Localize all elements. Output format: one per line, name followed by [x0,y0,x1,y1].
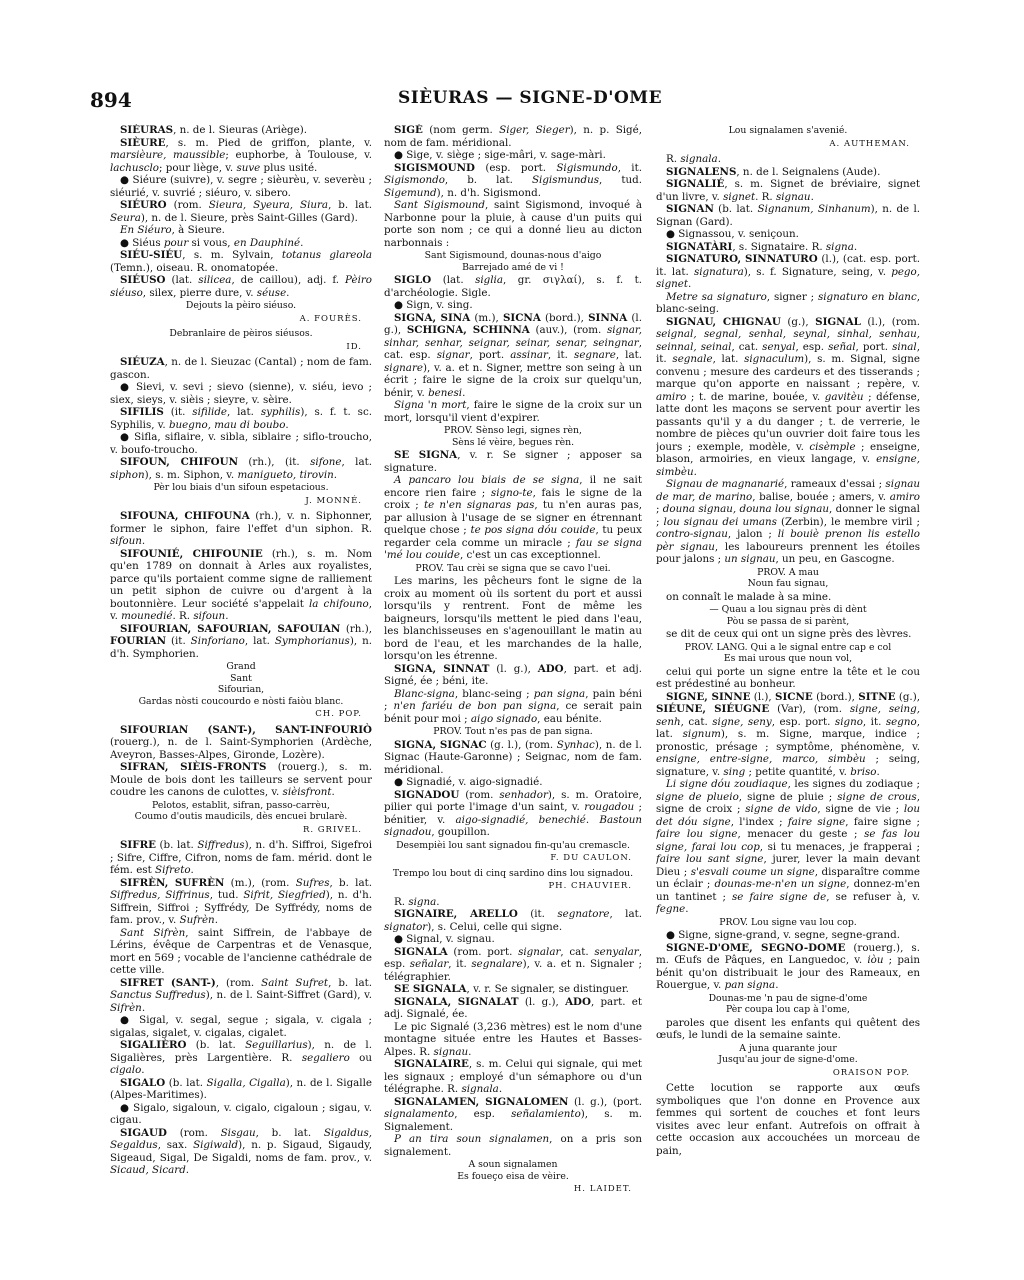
dictionary-entry: ● Sievi, v. sevi ; sievo (sienne), v. siéu, ievo ; siex, sieys, v. sièis ; sieyre, v. sèire. [110,381,372,406]
citation: Debranlaire de pèiros siéusos. [169,328,313,339]
dictionary-entry: ● Sigal, v. segal, segue ; sigala, v. cigala ; sigalas, sigalet, v. cigalas, cigalet. [110,1014,372,1039]
citation: Desempièi lou sant signadou fin-qu'au cremascle. [396,839,630,851]
dictionary-entry: SIFRÈN, SUFRÈN (m.), (rom. Sufres, b. lat. Siffredus, Siffrinus, tud. Sifrit, Siegfried), n. d'h. Siffrein, Siffroi ; Syffrédy, De Syffrédy, noms de fam. prov., v. Sufrèn. [110,876,372,926]
citation: A soun signalamen Es foueço eisa de vèire. [457,1159,569,1182]
citation: PROV. Sènso legi, signes rèn, Sèns lé vèire, begues rèn. [443,425,582,448]
dictionary-entry: SIÉU-SIÉU, s. m. Sylvain, totanus glareola (Temn.), oiseau. R. onomatopée. [110,249,372,274]
citation: A juna quarante jour Jusqu'au jour de signe-d'ome. [718,1042,858,1065]
dictionary-entry: SIFOURIAN (SANT-), SANT-INFOURIÒ (rouerg.), n. de l. Saint-Symphorien (Ardèche, Aveyron, Basses-Alpes, Gironde, Lozère). [110,723,372,761]
dictionary-entry: ● Siéure (suivre), v. segre ; sièurèu, v. severèu ; siéurié, v. suvrié ; siéuro, v. sibero. [110,174,372,199]
citation: PROV. Tout n'es pas de pan signa. [433,726,593,737]
citation: — Quau a lou signau près di dènt Pòu se passa de si parènt, [709,604,867,627]
dictionary-entry: SIFILIS (it. sifilide, lat. syphilis), s. f. t. sc. Syphilis, v. buegno, mau di boubo. [110,406,372,431]
dictionary-entry: SIGNE, SINNE (l.), SICNE (bord.), SITNE (g.), SIÉUNE, SIÉUGNE (Var), (rom. signe, seing, senh, cat. signe, seny, esp. port. signo, it. segno, lat. signum), s. m. Signe, marque, indice ; pronostic, présage ; symptôme, phénomène, v. ensigne, entre-signe, marco, simbèu ; seing, signature, v. sing ; petite quantité, v. briso. [656,690,920,778]
citation: Dounas-me 'n pau de signe-d'ome Pèr coupa lou cap à l'ome, [708,992,868,1015]
dictionary-entry: SIGNALAIRE, s. m. Celui qui signale, qui met les signaux ; employé d'un sémaphore ou d'un télégraphe. R. signala. [384,1058,642,1095]
dictionary-entry: paroles que disent les enfants qui quêtent des œufs, le lundi de la semaine sainte. [656,1016,920,1041]
dictionary-entry: ● Signassou, v. seniçoun. [666,228,799,240]
dictionary-entry: P an tira soun signalamen, on a pris son signalement. [384,1133,642,1158]
citation-author: R. GRIVEL. [302,824,362,835]
dictionary-entry: SIGNA, SINNAT (l. g.), ADO, part. et adj. Signé, ée ; béni, ite. [384,662,642,687]
dictionary-entry: SIGNAIRE, ARELLO (it. segnatore, lat. signator), s. Celui, celle qui signe. [384,908,642,933]
dictionary-entry: Signa 'n mort, faire le signe de la croix sur un mort, lorsqu'il vient d'expirer. [384,399,642,424]
citation: Dejouts la pèiro siéuso. [185,300,297,311]
dictionary-entry: Le pic Signalé (3,236 mètres) est le nom d'une montagne située entre les Hautes et Basses-Alpes. R. signau. [384,1020,642,1058]
dictionary-entry: ● Sige, v. siège ; sige-mâri, v. sage-màri. [394,149,606,161]
citation-author: H. LAIDET. [573,1184,632,1194]
dictionary-entry: SIÉUZA, n. de l. Sieuzac (Cantal) ; nom de fam. gascon. [110,356,372,381]
dictionary-entry: SIGNALA, SIGNALAT (l. g.), ADO, part. et adj. Signalé, ée. [384,995,642,1020]
dictionary-entry: SIGÉ (nom germ. Siger, Sieger), n. p. Sigé, nom de fam. méridional. [384,124,642,149]
citation-author: A. AUTHEMAN. [829,138,910,149]
dictionary-entry: SIGNE-D'OME, SEGNO-DOME (rouerg.), s. m. Œufs de Pâques, en Languedoc, v. iòu ; pain bénit qu'on distribuait le jour des Rameaux, en Rouergue, v. pan signa. [656,941,920,991]
dictionary-entry: SIFRET (SANT-), (rom. Saint Sufret, b. lat. Sanctus Suffredus), n. de l. Saint-Siffret (Gard), v. Sifrèn. [110,976,372,1014]
dictionary-entry: SIGALO (b. lat. Sigalla, Cigalla), n. de l. Sigalle (Alpes-Maritimes). [110,1076,372,1101]
page-number: 894 [90,88,132,112]
dictionary-entry: SIÈURE, s. m. Pied de griffon, plante, v. marsièure, maussible; euphorbe, à Toulouse, v. lachusclo; pour liège, v. suve plus usité. [110,136,372,174]
citation: PROV. A mau Noun fau signau, [747,566,829,589]
citation: Sant Sigismound, dounas-nous d'aigo Barrejado amé de vi ! [424,250,602,273]
citation-author: ORAISON POP. [832,1067,910,1078]
dictionary-entry: ● Signal, v. signau. [394,933,495,945]
dictionary-entry: Sant Sifrèn, saint Siffrein, de l'abbaye de Lérins, évêque de Carpentras et de Venasque, mort en 569 ; vocable de l'ancienne cathédrale de cette ville. [110,926,372,976]
citation: PROV. Tau crèi se signa que se cavo l'uei. [415,562,611,574]
dictionary-entry: SIFOUN, CHIFOUN (rh.), (it. sifone, lat. siphon), s. m. Siphon, v. manigueto, tirovin. [110,456,372,481]
dictionary-entry: ● Sigalo, sigaloun, v. cigalo, cigaloun ; sigau, v. cigau. [110,1101,372,1126]
dictionary-entry: SIÉUSO (lat. silicea, de caillou), adj. f. Pèiro siéuso, silex, pierre dure, v. séuse. [110,274,372,299]
citation-author: ID. [346,341,362,352]
dictionary-entry: SIGNA, SIGNAC (g. l.), (rom. Synhac), n. de l. Signac (Haute-Garonne) ; Seignac, nom de fam. méridional. [384,738,642,776]
dictionary-entry: SIGNALENS, n. de l. Seignalens (Aude). [666,165,881,178]
citation: Lou signalamen s'avenié. [728,125,848,136]
dictionary-entry: Li signe dóu zoudiaque, les signes du zodiaque ; signe de plueio, signe de pluie ; signe de crous, signe de croix ; signe de vido, signe de vie ; lou det dóu signe, l'index ; faire signe, faire signe ; faire lou signe, menacer du geste ; se fas lou signe, farai lou cop, si tu menaces, je frapperai ; faire lou sant signe, jurer, lever la main devant Dieu ; s'esvali coume un signe, disparaître comme un éclair ; dounas-me-n'en un signe, donnez-m'en un tantinet ; se faire signe de, se refuser à, v. fegne. [656,778,920,915]
dictionary-entry: SIGNALA (rom. port. signalar, cat. senyalar, esp. señalar, it. segnalare), v. a. et n. Signaler ; télégraphier. [384,945,642,983]
dictionary-entry: ● Sign, v. sing. [394,299,473,311]
dictionary-entry: En Siéuro, à Sieure. [120,224,225,236]
citation: Pelotos, establit, sifran, passo-carrèu, Coumo d'outis maudicils, dès encuei brularè. [134,799,348,822]
dictionary-entry: SIFRE (b. lat. Siffredus), n. d'h. Siffroi, Sigefroi ; Sifre, Ciffre, Cifron, noms de fam. mérid. dont le fém. est Sifreto. [110,839,372,876]
column-right [656,124,920,1209]
dictionary-entry: SIGALIÈRO (b. lat. Seguillarius), n. de l. Sigalières, près Largentière. R. segaliero ou cigalo. [110,1039,372,1076]
dictionary-entry: SIGLO (lat. siglia, gr. σιγλαί), s. f. t. d'archéologie. Sigle. [384,274,642,299]
dictionary-entry: SIGNAN (b. lat. Signanum, Sinhanum), n. de l. Signan (Gard). [656,203,920,228]
citation-author: F. DU CAULON. [550,853,632,863]
citation: Pèr lou biais d'un sifoun espetacious. [153,482,329,493]
dictionary-entry: SIGAUD (rom. Sisgau, b. lat. Sigaldus, Segaldus, sax. Sigiwald), n. p. Sigaud, Sigaudy, Sigeaud, Sigal, De Sigaldi, noms de fam. prov., v. Sicaud, Sicard. [110,1126,372,1176]
dictionary-entry: Signau de magnanarié, rameaux d'essai ; signau de mar, de marino, balise, bouée ; amers, v. amiro ; douna signau, douna lou signau, donner le signal ; lou signau dei umans (Zerbin), le membre viril ; contro-signau, jalon ; li bouiè prenon lis estello pèr signau, les laboureurs prennent les étoiles pour jalons ; un signau, un peu, en Gascogne. [656,478,920,565]
dictionary-entry: ● Sifla, siflaire, v. sibla, siblaire ; siflo-troucho, v. boufo-troucho. [110,431,372,456]
dictionary-entry: Sant Sigismound, saint Sigismond, invoqué à Narbonne pour la pluie, à cause d'un puits qui porte son nom ; ce qui a donné lieu au dicton narbonnais : [384,199,642,249]
dictionary-entry: ● Signe, signe-grand, v. segne, segne-grand. [666,929,900,941]
dictionary-entry: se dit de ceux qui ont un signe près des lèvres. [666,628,912,640]
dictionary-entry: SIGNALAMEN, SIGNALOMEN (l. g.), (port. signalamento, esp. señalamiento), s. m. Signalement. [384,1095,642,1133]
dictionary-entry: SIGNAU, CHIGNAU (g.), SIGNAL (l.), (rom. seignal, segnal, senhal, seynal, sinhal, senhau, seinnal, seinal, cat. senyal, esp. señal, port. sinal, it. segnale, lat. signaculum), s. m. Signal, signe convenu ; mesure des cardeurs et des tisserands ; marque qu'on apporte en naissant ; repère, v. amiro ; t. de marine, bouée, v. gavitèu ; défense, latte dont les maçons se servent pour avertir les passants qu'il y a du danger ; t. de verrerie, le nombre de pièces qu'un ouvrier doit faire tous les jours ; exemple, modèle, v. cisèmple ; enseigne, blason, armoiries, en vieux langage, v. ensigne, simbèu. [656,315,920,478]
citation-author: PH. CHAUVIER. [548,881,632,891]
dictionary-entry: SIÉURAS, n. de l. Sieuras (Ariège). [120,124,308,136]
dictionary-entry: R. signa. [394,895,440,908]
dictionary-entry: SIFOURIAN, SAFOURIAN, SAFOUIAN (rh.), FOURIAN (it. Sinforiano, lat. Symphorianus), n. d'h. Symphorien. [110,622,372,660]
dictionary-entry: SIGNALIÉ, s. m. Signet de bréviaire, signet d'un livre, v. signet. R. signau. [656,178,920,203]
column-middle [384,124,642,1209]
dictionary-entry: SIGNADOU (rom. senhador), s. m. Oratoire, pilier qui porte l'image d'un saint, v. rougadou ; bénitier, v. aigo-signadié, benechié. Bastoun signadou, goupillon. [384,788,642,838]
citation: Trempo lou bout di cinq sardino dins lou signadou. [392,867,634,879]
dictionary-entry: ● Signadié, v. aigo-signadié. [394,776,543,788]
dictionary-entry: SE SIGNALA, v. r. Se signaler, se distinguer. [394,983,629,995]
dictionary-entry: on connaît le malade à sa mine. [666,590,832,603]
dictionary-entry: Cette locution se rapporte aux œufs symboliques que l'on donne en Provence aux femmes qui sortent de couches et font leurs visites avec leur enfant. Autrefois on offrait à cette occasion aux accouchées un morceau de pain, [656,1082,920,1157]
dictionary-entry: Metre sa signaturo, signer ; signaturo en blanc, blanc-seing. [656,290,920,315]
citation: PROV. LANG. Qui a le signal entre cap e col Es mai urous que noun vol, [684,641,892,664]
dictionary-entry: SE SIGNA, v. r. Se signer ; apposer sa signature. [384,449,642,474]
citation-author: CH. POP. [315,709,362,719]
dictionary-entry: A pancaro lou biais de se signa, il ne sait encore rien faire ; signo-te, fais le signe de la croix ; te n'en signaras pas, tu n'en auras pas, par allusion à l'usage de se signer en étrennant quelque chose ; te pos signa dóu couide, tu peux regarder cela comme un miracle ; fau se signa 'mé lou couide, c'est un cas exceptionnel. [384,474,642,561]
page-header [90,88,970,114]
citation-author: J. MONNÉ. [305,495,362,506]
citation-author: A. FOURÈS. [299,313,362,324]
dictionary-entry: SIGISMOUND (esp. port. Sigismundo, it. Sigismondo, b. lat. Sigismundus, tud. Sigemund), n. d'h. Sigismond. [384,161,642,199]
dictionary-entry: Les marins, les pêcheurs font le signe de la croix au moment où ils sortent du port et aussi lorsqu'ils y rentrent. Font de même les baigneurs, lorsqu'ils mettent le pied dans l'eau, les blanchisseuses en s'agenouillant le matin au bord de l'eau, et les marchandes de la halle, lorsqu'on les étrenne. [384,575,642,662]
dictionary-entry: SIGNATURO, SINNATURO (l.), (cat. esp. port. it. lat. signatura), s. f. Signature, seing, v. pego, signet. [656,253,920,290]
dictionary-entry: SIFRAN, SIÈIS-FRONTS (rouerg.), s. m. Moule de bois dont les tailleurs se servent pour coudre les canons de culottes, v. sièisfront. [110,761,372,798]
column-left [110,124,372,1209]
dictionary-entry: Blanc-signa, blanc-seing ; pan signa, pain béni ; n'en fariéu de bon pan signa, ce serait pain bénit pour moi ; aigo signado, eau bénite. [384,687,642,725]
dictionary-entry: R. signala. [666,153,721,165]
dictionary-entry: SIFOUNA, CHIFOUNA (rh.), v. n. Siphonner, former le siphon, faire l'effet d'un siphon. R. sifoun. [110,510,372,547]
dictionary-entry: SIGNATÀRI, s. Signataire. R. signa. [666,240,858,253]
dictionary-entry: celui qui porte un signe entre la tête et le cou est prédestiné au bonheur. [656,665,920,690]
dictionary-entry: SIGNA, SINA (m.), SICNA (bord.), SINNA (l. g.), SCHIGNA, SCHINNA (auv.), (rom. signar, sinhar, senhar, seignar, seinar, senar, seingnar, cat. esp. signar, port. assinar, it. segnare, lat. signare), v. a. et n. Signer, mettre son seing à un écrit ; faire le signe de la croix sur quelqu'un, bénir, v. benesi. [384,311,642,399]
dictionary-entry: SIFOUNIÉ, CHIFOUNIE (rh.), s. m. Nom qu'en 1789 on donnait à Arles aux royalistes, parce qu'ils portaient comme signe de ralliement un petit siphon de cuivre ou d'argent à la boutonnière. Leur société s'appelait la chifouno, v. mounedié. R. sifoun. [110,547,372,622]
citation: Grand Sant Sifourian, Gardas nòsti coucourdo e nòsti faiòu blanc. [138,661,344,707]
citation: PROV. Lou signe vau lou cop. [719,916,857,928]
dictionary-entry: SIÉURO (rom. Sieura, Syeura, Siura, b. lat. Seura), n. de l. Sieure, près Saint-Gilles (Gard). [110,199,372,224]
running-head: SIÈURAS — SIGNE-D'OME [397,88,663,108]
dictionary-entry: ● Siéus pour si vous, en Dauphiné. [120,236,304,249]
